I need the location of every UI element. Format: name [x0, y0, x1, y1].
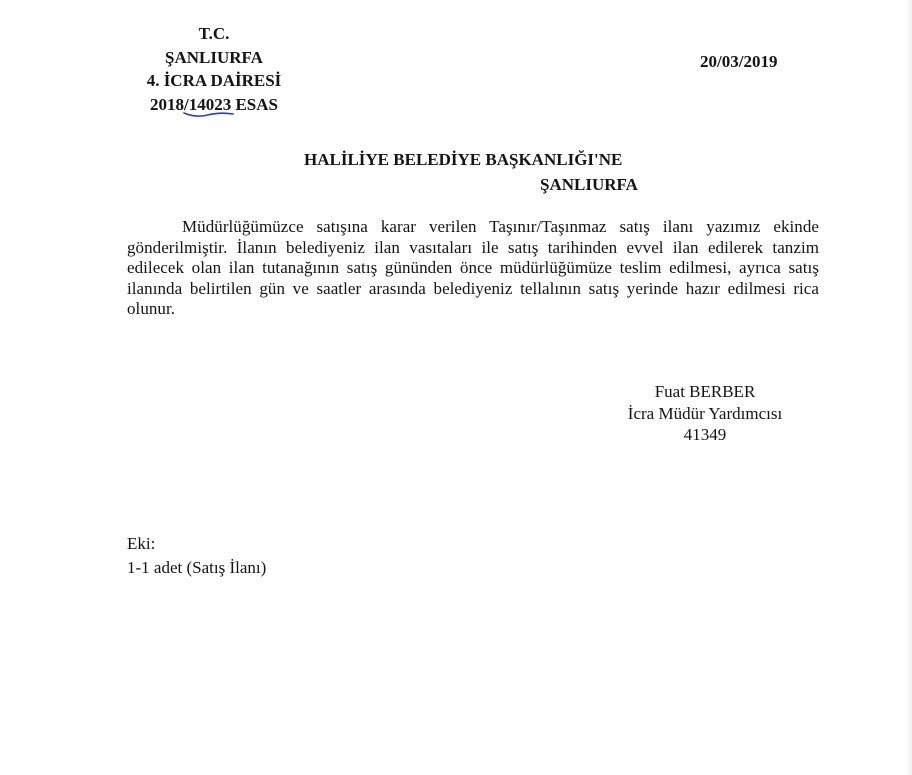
body-paragraph: Müdürlüğümüzce satışına karar verilen Taşınır/Taşınmaz satış ilanı yazımız ekinde gönderilmiştir. İlanın belediyeniz ilan vasıtaları ile satış tarihinden evvel ilan edilerek tanzim edilecek olan ilan tutanağının satış gününden önce müdürlüğümüze teslim edilmesi, ayrıca satış ilanında belirtilen gün ve saatler arasında belediyeniz tellalının satış yerinde hazır edilmesi rica olunur.	[127, 217, 819, 318]
attachment-item: 1-1 adet (Satış İlanı)	[127, 558, 267, 577]
attachments-label: Eki:	[127, 534, 156, 553]
case-reference	[126, 93, 302, 117]
case-suffix: ESAS	[231, 94, 278, 114]
handwritten-underline-mark	[189, 110, 232, 118]
case-number	[189, 93, 232, 117]
letterhead-city: ŞANLIURFA	[165, 47, 263, 67]
case-year: 2018/	[149, 94, 189, 114]
letterhead	[126, 22, 302, 116]
signature-block	[610, 381, 800, 446]
attachments	[127, 532, 266, 579]
signer-title: İcra Müdür Yardımcısı	[627, 403, 783, 423]
recipient	[304, 147, 638, 197]
document-date: 20/03/2019	[700, 52, 778, 71]
case-number-text: 14023	[188, 94, 232, 114]
signer-name: Fuat BERBER	[654, 382, 756, 401]
letterhead-country: T.C.	[198, 24, 230, 43]
letterhead-office: 4. İCRA DAİRESİ	[146, 71, 282, 90]
recipient-city: ŞANLIURFA	[540, 175, 638, 194]
signer-number: 41349	[683, 425, 727, 444]
recipient-name: HALİLİYE BELEDİYE BAŞKANLIĞI'NE	[304, 150, 623, 169]
scan-edge-shade	[906, 0, 912, 775]
